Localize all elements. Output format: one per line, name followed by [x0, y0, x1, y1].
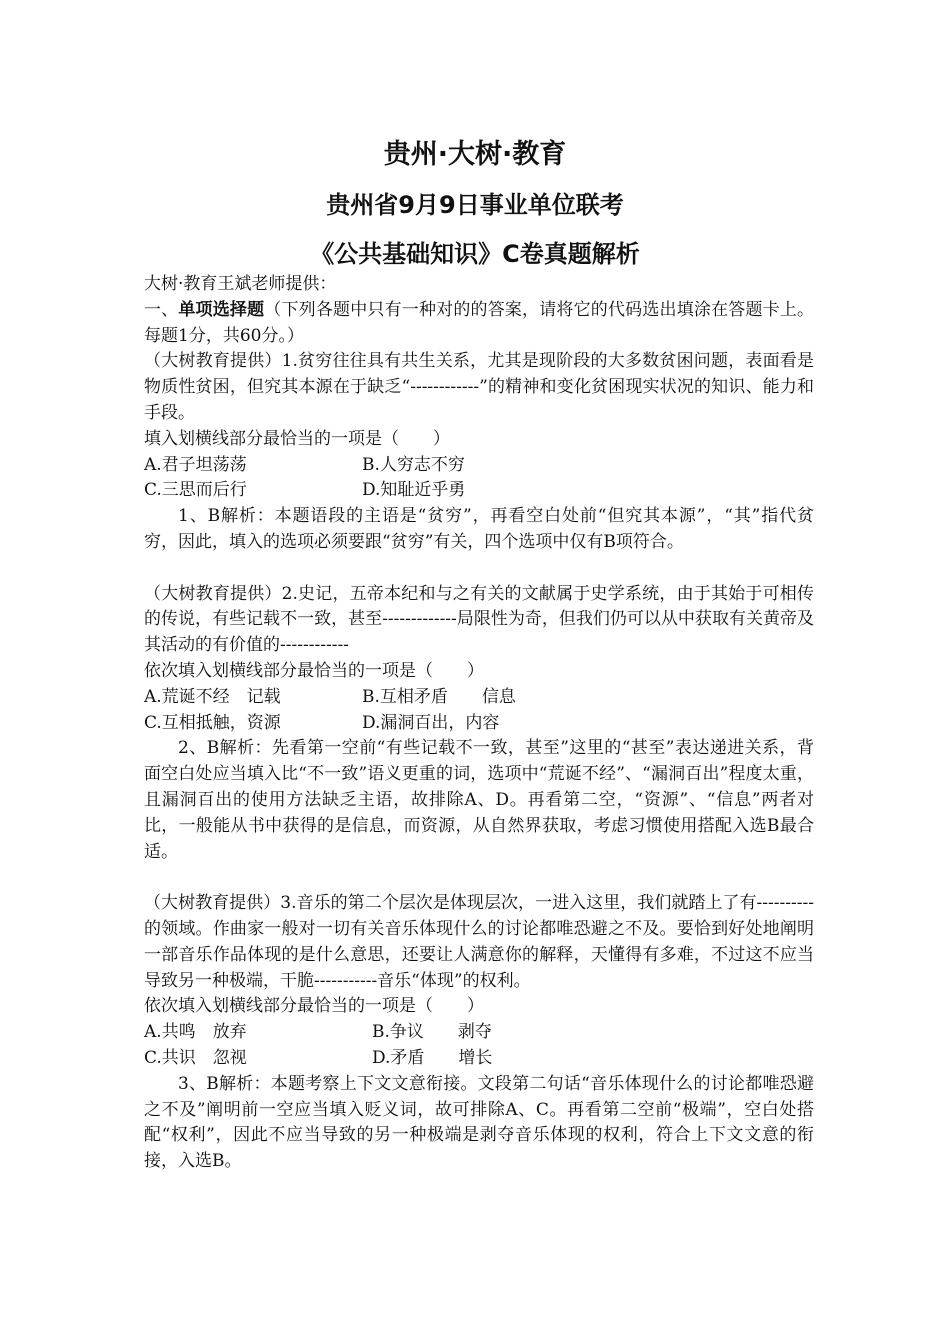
- question-3-analysis: 3、B解析：本题考察上下文文意衔接。文段第二句话“音乐体现什么的讨论都唯恐避之不及”阐明前一空应当填入贬义词，故可排除A、C。再看第二空前“极端”，空白处搭配“权利”，因此不应当导致的另一种极端是剥夺音乐体现的权利，符合上下文文意的衔接，入选B。: [144, 1073, 814, 1172]
- question-1-prompt: 填入划横线部分最恰当的一项是（ ）: [144, 428, 450, 449]
- section-instructions: （下列各题中只有一种对的的答案，请将它的代码选出填涂在答题卡上。每题1分，共60分。）: [144, 299, 815, 346]
- question-1-stem: （大树教育提供）1.贫穷往往具有共生关系，尤其是现阶段的大多数贫困问题，表面看是物质性贫困，但究其本源在于缺乏“------------”的精神和变化贫困现实状况的知识、能力和手段。: [144, 351, 814, 423]
- question-1-option-d: D.知耻近乎勇: [362, 480, 466, 501]
- section-heading: [144, 298, 814, 350]
- question-2-prompt: 依次填入划横线部分最恰当的一项是（ ）: [144, 660, 484, 681]
- question-1-options-row-2: [144, 478, 814, 504]
- question-1-option-b: B.人穷志不穷: [362, 454, 465, 475]
- spacer: [144, 865, 814, 891]
- question-2-options-row-1: [144, 685, 814, 711]
- question-2-analysis: 2、B解析：先看第一空前“有些记载不一致，甚至”这里的“甚至”表达递进关系，背面空白处应当填入比“不一致”语义更重的词，选项中“荒诞不经”、“漏洞百出”程度太重，且漏洞百出的使用方法缺乏主语，故排除A、D。再看第二空，“资源”、“信息”两者对比，一般能从书中获得的是信息，而资源，从自然界获取，考虑习惯使用搭配入选B最合适。: [144, 738, 814, 862]
- question-3-option-b: B.争议 剥夺: [372, 1022, 492, 1043]
- spacer: [144, 556, 814, 582]
- question-1-analysis: 1、B解析：本题语段的主语是“贫穷”，再看空白处前“但究其本源”，“其”指代贫穷，因此，填入的选项必须要跟“贫穷”有关，四个选项中仅有B项符合。: [144, 506, 814, 552]
- document-body: [144, 272, 814, 1175]
- question-1-option-a: A.君子坦荡荡: [144, 454, 247, 475]
- section-title: 单项选择题: [178, 299, 265, 320]
- question-2-options-row-2: [144, 711, 814, 737]
- question-3-options-row-2: [144, 1046, 814, 1072]
- question-3-stem: （大树教育提供）3.音乐的第二个层次是体现层次，一进入这里，我们就踏上了有----------的领域。作曲家一般对一切有关音乐体现什么的讨论都唯恐避之不及。要恰到好处地阐明一部音乐作品体现的是什么意思，还要让人满意你的解释，天懂得有多难，不过这不应当导致另一种极端，干脆-----------音乐“体现”的权利。: [144, 893, 814, 991]
- question-3-prompt: 依次填入划横线部分最恰当的一项是（ ）: [144, 996, 484, 1017]
- question-2-option-a: A.荒诞不经 记载: [144, 686, 281, 707]
- question-3-option-d: D.矛盾 增长: [372, 1047, 493, 1068]
- paper-title: 《公共基础知识》C卷真题解析: [310, 240, 640, 268]
- document-title: 贵州·大树·教育: [383, 139, 567, 170]
- section-prefix: 一、: [144, 299, 179, 320]
- question-2-option-d: D.漏洞百出，内容: [362, 712, 500, 733]
- question-3-option-a: A.共鸣 放弃: [144, 1022, 247, 1043]
- document-subtitle: 贵州省9月9日事业单位联考: [326, 191, 624, 219]
- question-1-options-row-1: [144, 453, 814, 479]
- question-2-option-c: C.互相抵触，资源: [144, 712, 281, 733]
- question-1-option-c: C.三思而后行: [144, 480, 247, 501]
- question-2-stem: （大树教育提供）2.史记，五帝本纪和与之有关的文献属于史学系统，由于其始于可相传的传说，有些记载不一致，甚至-------------局限性为奇，但我们仍可以从中获取有关黄帝及其活动的有价值的------------: [144, 583, 814, 656]
- question-3-option-c: C.共识 忽视: [144, 1047, 247, 1068]
- question-2-option-b: B.互相矛盾 信息: [362, 686, 516, 707]
- question-3-options-row-1: [144, 1020, 814, 1046]
- provider-line: 大树·教育王斌老师提供：: [144, 274, 337, 294]
